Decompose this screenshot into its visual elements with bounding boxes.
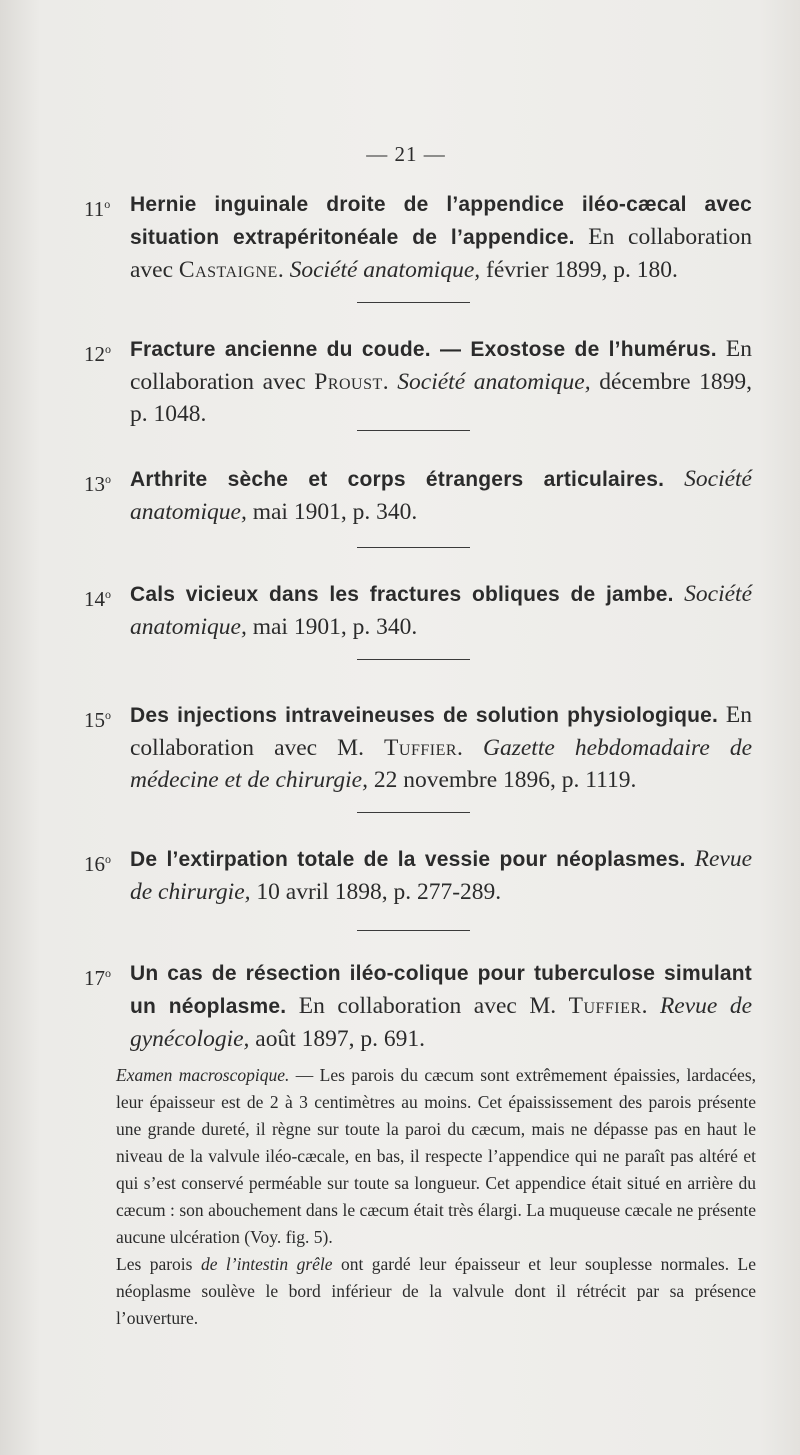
author-name: Proust [314, 369, 383, 395]
notes-lead: Examen macroscopique. [116, 1065, 290, 1085]
author-name: Tuffier [568, 993, 642, 1019]
author-name: Castaigne [178, 257, 278, 283]
entry-number: 11$^o$ [84, 197, 111, 221]
journal-name: Société anatomique, [397, 369, 591, 395]
journal-name: Société anatomique, [130, 581, 753, 640]
entry-title: Arthrite sèche et corps étrangers articulaires. [130, 468, 665, 491]
separator-rule [357, 930, 470, 931]
bibliography-entry-11: 11$^o$ Hernie inguinale droite de l’appendice iléo-cæcal avec situation extrapéritonéale de l’appendice. En collaboration avec Castaigne. Société anatomique, février 1899, p. 180. [130, 188, 752, 286]
bibliography-entry-12: 12$^o$ Fracture ancienne du coude. — Exostose de l’humérus. En collaboration avec Proust. Société anatomique, décembre 1899, p. 1048. [130, 333, 752, 430]
page-number: — 21 — [366, 142, 446, 166]
bibliography-entry-15: 15$^o$ Des injections intraveineuses de solution physiologique. En collaboration avec M. Tuffier. Gazette hebdomadaire de médecine et de chirurgie, 22 novembre 1896, p. 1119. [130, 699, 752, 796]
journal-name: Société anatomique, [130, 466, 752, 525]
entry-title: De l’extirpation totale de la vessie pour néoplasmes. [130, 848, 686, 871]
notes-paragraph: Examen macroscopique. — Les parois du cæcum sont extrêmement épaissies, lardacées, leur épaisseur est de 2 à 3 centimètres au moins. Cet épaississement des parois présente une grande dureté, il règne sur toute la paroi du cæcum, mais ne dépasse pas en haut le niveau de la valvule iléo-cæcale, en bas, il respecte l’appendice qui ne paraît pas altéré et qui s’est conservé perméable sur toute sa longueur. Cet appendice était situé en arrière du cæcum : son abouchement dans le cæcum était très élargi. La muqueuse cæcale ne présente aucune ulcération (Voy. fig. 5). [116, 1065, 757, 1247]
bibliography-entry-14: 14$^o$ Cals vicieux dans les fractures obliques de jambe. Société anatomique, mai 1901, p. 340. [130, 578, 752, 643]
journal-name: Revue de chirurgie, [130, 846, 753, 905]
entry-number: 16$^o$ [84, 852, 111, 876]
notes-block [116, 1062, 756, 1332]
entry-title: Des injections intraveineuses de solution physiologique. [130, 704, 719, 727]
separator-rule [357, 659, 470, 660]
separator-rule [357, 547, 470, 548]
separator-rule [357, 812, 470, 813]
journal-name: Gazette hebdomadaire de médecine et de chirurgie, [130, 735, 753, 793]
entry-number: 14$^o$ [84, 587, 111, 611]
entry-number: 17$^o$ [84, 966, 111, 990]
entry-title: Cals vicieux dans les fractures obliques de jambe. [130, 583, 674, 606]
bibliography-entry-17: 17$^o$ Un cas de résection iléo-colique pour tuberculose simulant un néoplasme. En collaboration avec M. Tuffier. Revue de gynécologie, août 1897, p. 691. [130, 957, 752, 1055]
separator-rule [357, 302, 470, 303]
entry-title: Fracture ancienne du coude. — Exostose de l’humérus. [130, 338, 717, 361]
entry-number: 15$^o$ [84, 708, 111, 732]
bibliography-entry-13: 13$^o$ Arthrite sèche et corps étrangers articulaires. Société anatomique, mai 1901, p. 340. [130, 463, 752, 528]
entry-number: 12$^o$ [84, 342, 111, 366]
separator-rule [357, 430, 470, 431]
journal-name: Revue de gynécologie, [130, 993, 753, 1052]
entry-title: Un cas de résection iléo-colique pour tuberculose simulant un néoplasme. [130, 962, 752, 1018]
journal-name: Société anatomique, [289, 257, 481, 283]
author-name: Tuffier [384, 735, 458, 761]
entry-number: 13$^o$ [84, 472, 111, 496]
notes-paragraph: Les parois de l’intestin grêle ont gardé leur épaisseur et leur souplesse normales. Le néoplasme soulève le bord inférieur de la valvule dont il rétrécit par sa présence l’ouverture. [116, 1254, 756, 1328]
bibliography-entry-16: 16$^o$ De l’extirpation totale de la vessie pour néoplasmes. Revue de chirurgie, 10 avril 1898, p. 277-289. [130, 843, 752, 908]
entry-title: Hernie inguinale droite de l’appendice iléo-cæcal avec situation extrapéritonéale de l’appendice. [130, 193, 752, 249]
